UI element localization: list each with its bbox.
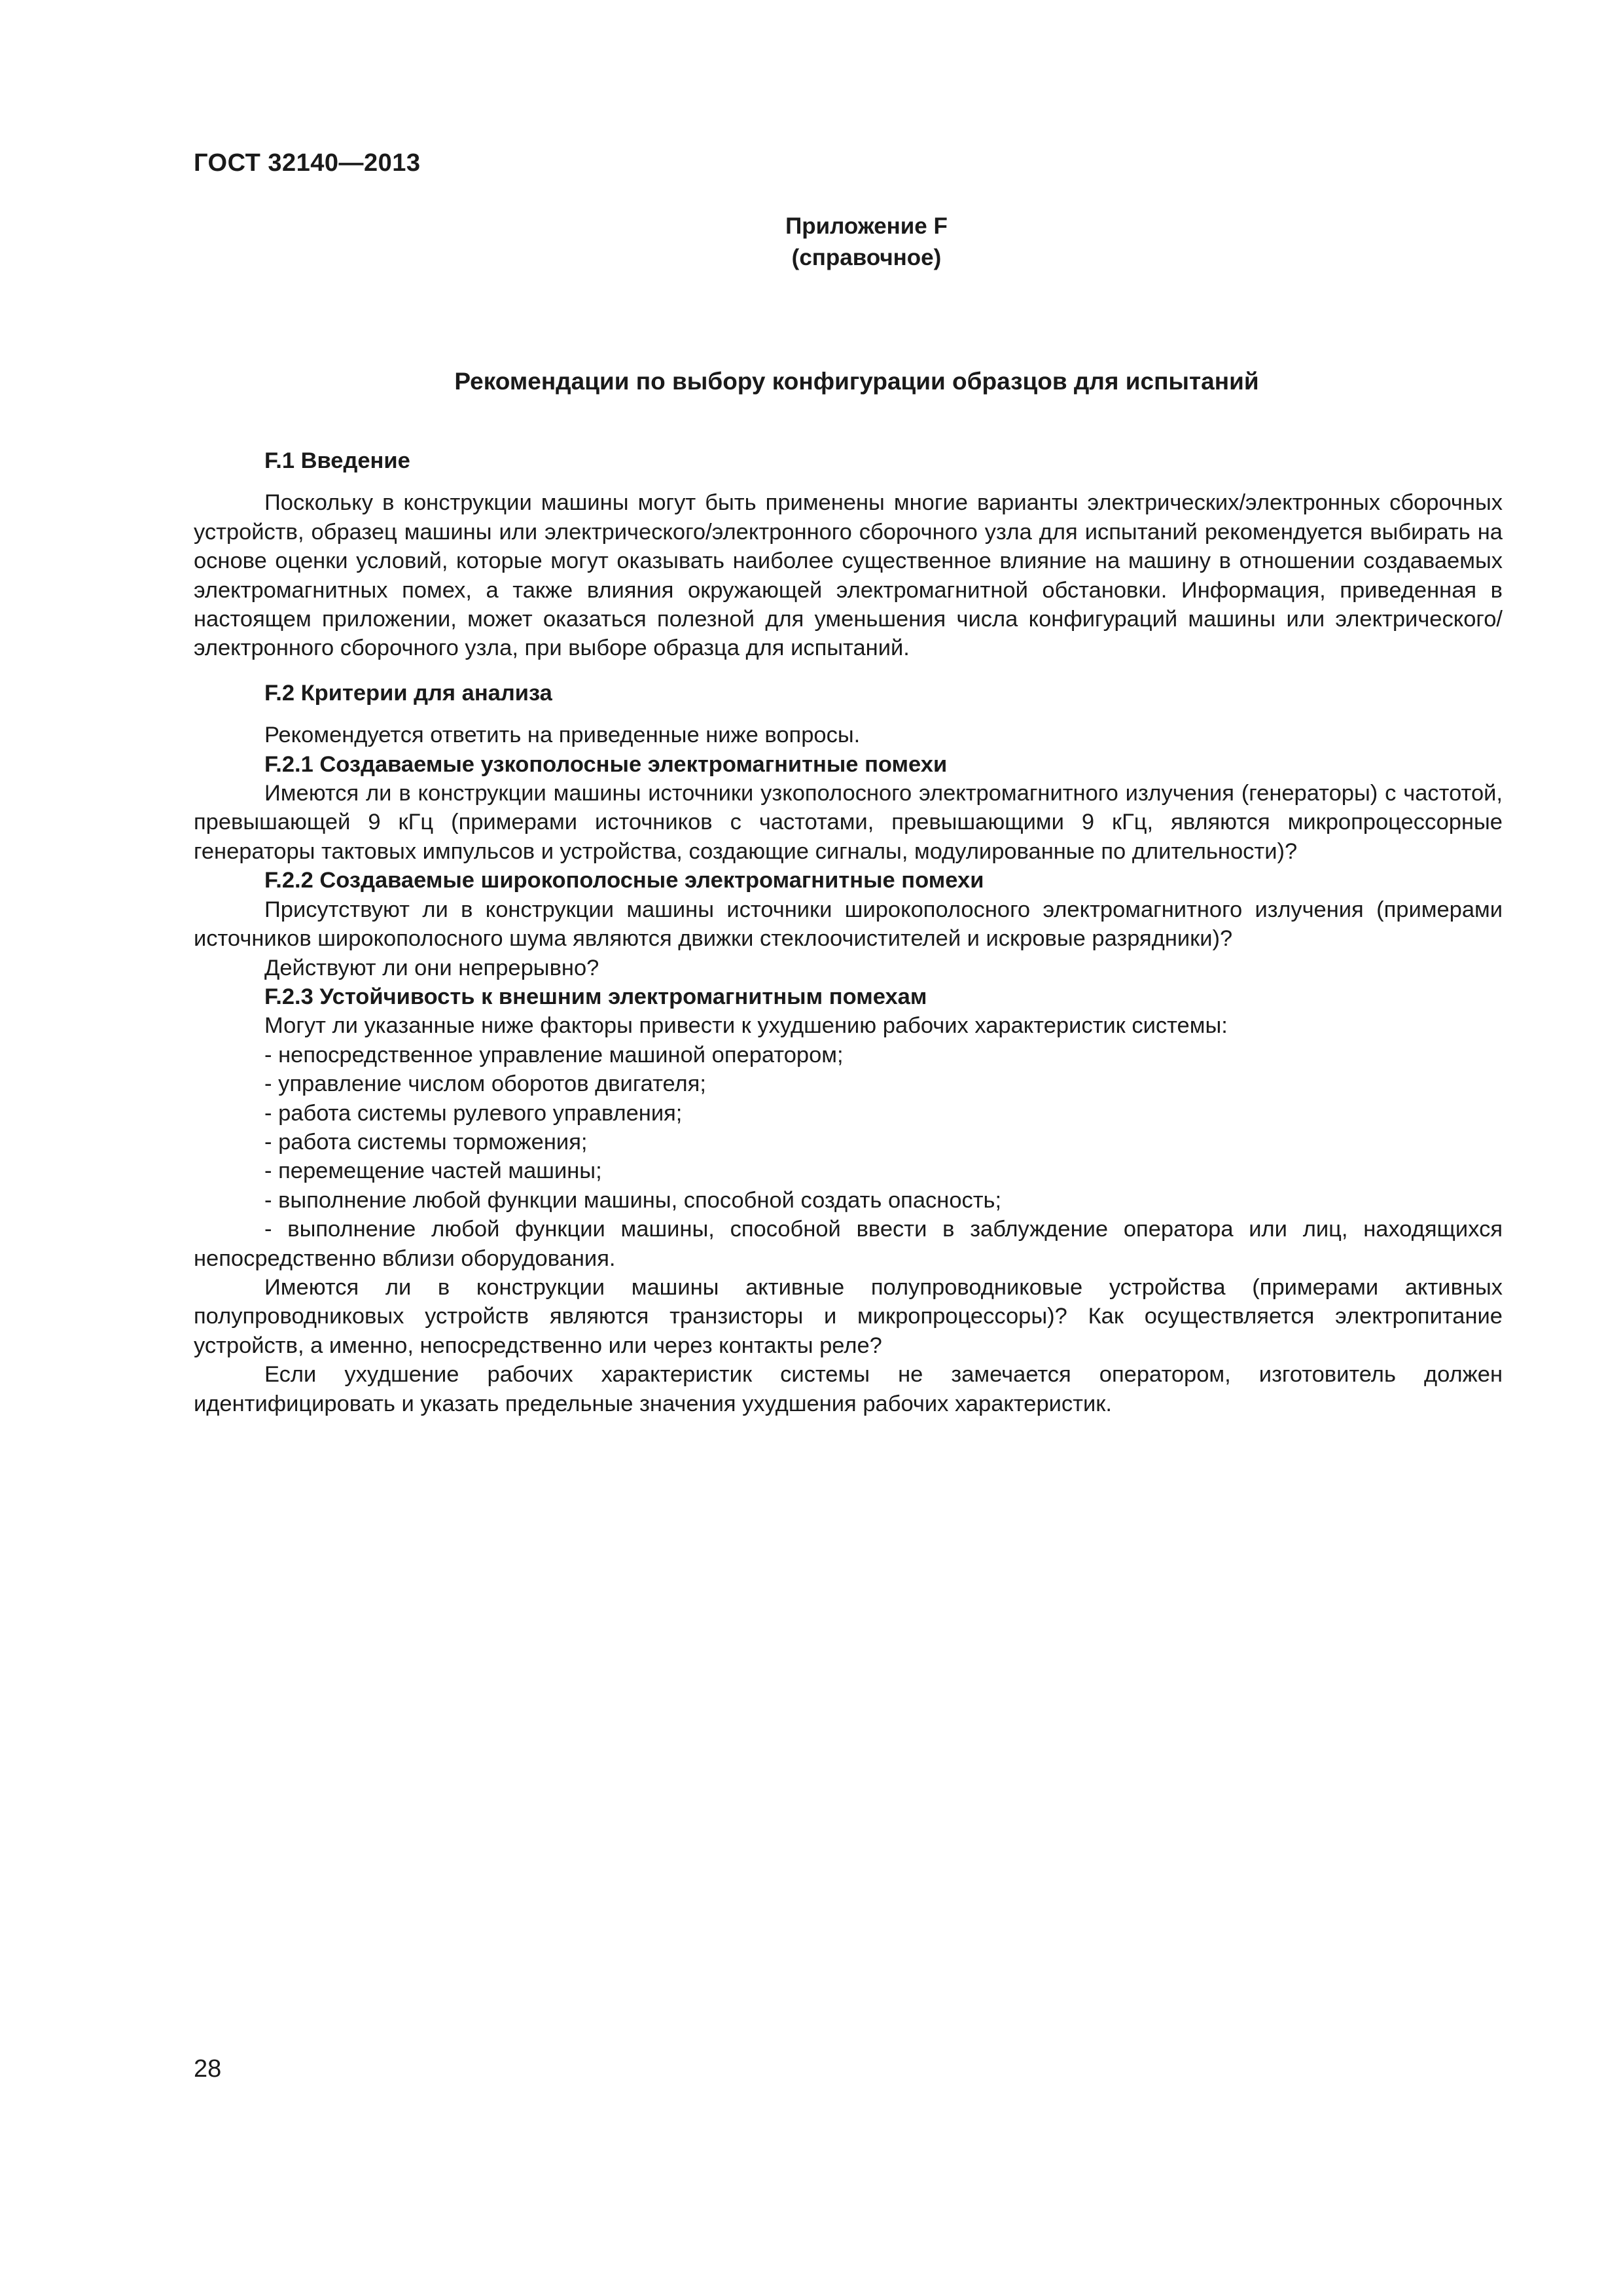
list-item: - перемещение частей машины; bbox=[264, 1158, 602, 1184]
section-f23-degradation: Если ухудшение рабочих характеристик системы не замечается оператором, изготовитель должен идентифицировать и указать предельные значения ухудшения рабочих характеристик. bbox=[194, 1362, 1503, 1416]
list-item: - выполнение любой функции машины, способной создать опасность; bbox=[264, 1187, 1002, 1213]
section-f21-text: Имеются ли в конструкции машины источники узкополосного электромагнитного излучения (генераторы) с частотой, превышающей 9 кГц (примерами источников с частотами, превышающими 9 кГц, являются микропроцессорные генераторы тактовых импульсов и устройства, создающие сигналы, модулированные по длительности)? bbox=[194, 781, 1503, 864]
section-f23-semiconductors: Имеются ли в конструкции машины активные полупроводниковые устройства (примерами активных полупроводниковых устройств являются транзисторы и микропроцессоры)? Как осуществляется электропитание устройств, а именно, непосредственно или через контакты реле? bbox=[194, 1274, 1503, 1358]
section-f1-paragraph: Поскольку в конструкции машины могут быть применены многие варианты электрических/электронных сборочных устройств, образец машины или электрического/электронного сборочного узла для испытаний рекомендуется выбирать на основе оценки условий, которые могут оказывать наиболее существенное влияние на машину в отношении создаваемых электромагнитных помех, а также влияния окружающей электромагнитной обстановки. Информация, приведенная в настоящем приложении, может оказаться полезной для уменьшения числа конфигураций машины или электрического/электронного сборочного узла, при выборе образца для испытаний. bbox=[194, 490, 1503, 661]
appendix-label: Приложение F bbox=[785, 213, 948, 239]
appendix-title: Рекомендации по выбору конфигурации образцов для испытаний bbox=[454, 368, 1259, 395]
list-item: - управление числом оборотов двигателя; bbox=[264, 1071, 706, 1097]
list-item: - работа системы торможения; bbox=[264, 1129, 588, 1155]
section-f22-question: Действуют ли они непрерывно? bbox=[264, 955, 599, 980]
list-item: - непосредственное управление машиной оператором; bbox=[264, 1042, 844, 1067]
section-f2-intro: Рекомендуется ответить на приведенные ниже вопросы. bbox=[264, 723, 861, 748]
section-f21-heading: F.2.1 Создаваемые узкополосные электромагнитные помехи bbox=[264, 751, 948, 777]
appendix-kind: (справочное) bbox=[791, 245, 942, 270]
section-f22-heading: F.2.2 Создаваемые широкополосные электромагнитные помехи bbox=[264, 868, 984, 893]
appendix-heading bbox=[0, 211, 1623, 274]
section-f1-heading: F.1 Введение bbox=[264, 448, 410, 473]
page-number: 28 bbox=[194, 2055, 222, 2083]
section-f23-intro: Могут ли указанные ниже факторы привести к ухудшению рабочих характеристик системы: bbox=[264, 1013, 1228, 1039]
list-item: - работа системы рулевого управления; bbox=[264, 1100, 683, 1126]
standard-designation: ГОСТ 32140—2013 bbox=[194, 149, 421, 177]
section-f2-heading: F.2 Критерии для анализа bbox=[264, 680, 552, 706]
document-body bbox=[194, 446, 1503, 1418]
section-f23-heading: F.2.3 Устойчивость к внешним электромагнитным помехам bbox=[264, 984, 927, 1009]
factor-list bbox=[194, 1041, 1503, 1273]
list-item: - выполнение любой функции машины, способной ввести в заблуждение оператора или лиц, находящихся непосредственно вблизи оборудования. bbox=[194, 1217, 1503, 1271]
section-f22-text: Присутствуют ли в конструкции машины источники широкополосного электромагнитного излучения (примерами источников широкополосного шума являются движки стеклоочистителей и искровые разрядники)? bbox=[194, 897, 1503, 952]
